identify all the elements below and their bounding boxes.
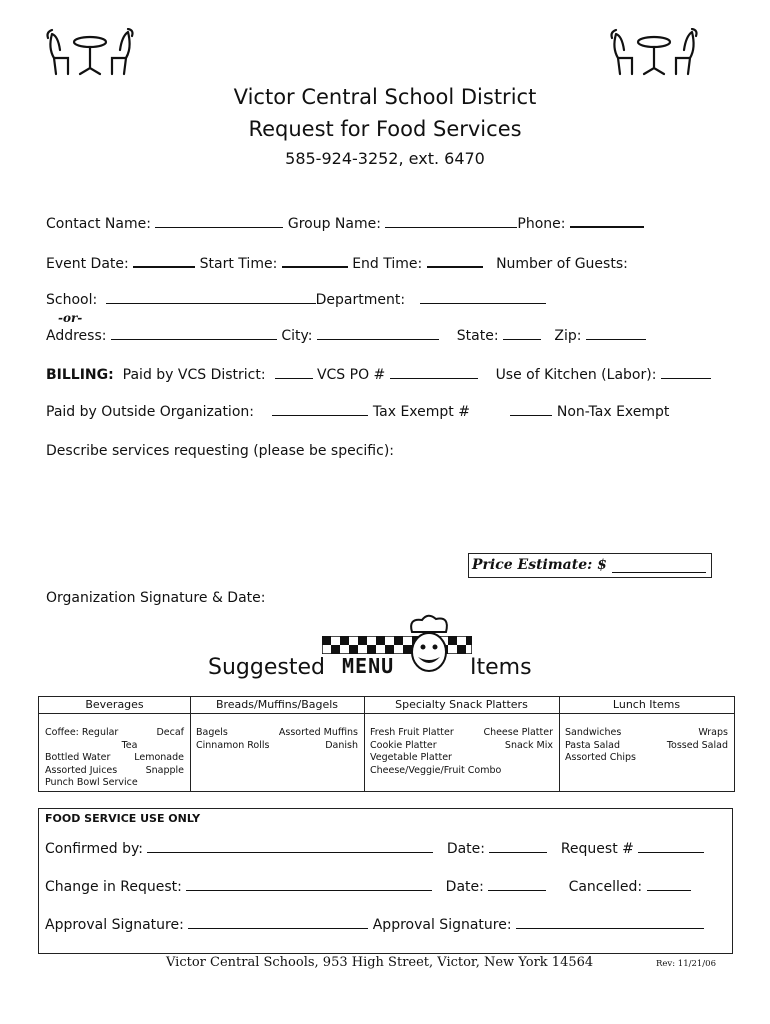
cafe-table-icon-right xyxy=(608,28,700,78)
school-field[interactable] xyxy=(106,292,316,304)
menu-col-header: Specialty Snack Platters xyxy=(364,697,559,714)
end-time-label: End Time: xyxy=(352,256,423,272)
state-label: State: xyxy=(456,328,499,344)
vcs-po-label: VCS PO # xyxy=(316,367,386,383)
confirmed-row xyxy=(45,841,704,857)
date-field[interactable] xyxy=(489,841,547,853)
group-name-label: Group Name: xyxy=(287,216,381,232)
menu-item: Lemonade xyxy=(134,752,184,763)
address-label: Address: xyxy=(46,328,107,344)
menu-title-suggested: Suggested xyxy=(208,655,325,680)
chef-icon xyxy=(402,614,458,676)
menu-item: Decaf xyxy=(156,727,184,738)
paid-outside-label: Paid by Outside Organization: xyxy=(46,404,254,420)
menu-item: Punch Bowl Service xyxy=(45,777,138,788)
date2-label: Date: xyxy=(445,879,484,895)
group-name-field[interactable] xyxy=(385,216,517,228)
outside-row xyxy=(46,404,669,420)
menu-item: Assorted Chips xyxy=(565,752,637,763)
kitchen-label: Use of Kitchen (Labor): xyxy=(495,367,657,383)
footer-revision: Rev: 11/21/06 xyxy=(656,959,716,969)
menu-item: Assorted Juices xyxy=(45,764,118,776)
menu-item: Danish xyxy=(325,739,358,751)
title-request: Request for Food Services xyxy=(248,117,522,141)
menu-item: Snapple xyxy=(145,764,184,776)
price-estimate-field[interactable] xyxy=(612,572,706,573)
menu-item: Cinnamon Rolls xyxy=(196,739,270,751)
date2-field[interactable] xyxy=(488,879,546,891)
lunch-list xyxy=(565,727,728,765)
confirmed-field[interactable] xyxy=(147,841,433,853)
contact-name-field[interactable] xyxy=(155,216,283,228)
cancelled-field[interactable] xyxy=(647,879,691,891)
menu-col-header: Lunch Items xyxy=(559,697,734,714)
title-phone: 585-924-3252, ext. 6470 xyxy=(285,149,485,168)
menu-item: Pasta Salad xyxy=(565,739,620,751)
price-estimate-box[interactable] xyxy=(468,553,712,578)
contact-row xyxy=(46,215,644,232)
paid-district-label: Paid by VCS District: xyxy=(122,367,266,383)
footer-address: Victor Central Schools, 953 High Street, Victor, New York 14564 xyxy=(166,955,594,970)
menu-col-header: Beverages xyxy=(39,697,190,714)
title-district: Victor Central School District xyxy=(233,85,537,109)
event-row xyxy=(46,255,628,272)
tax-exempt-field[interactable] xyxy=(510,404,552,416)
approval1-field[interactable] xyxy=(188,917,368,929)
event-date-field[interactable] xyxy=(133,255,195,268)
change-label: Change in Request: xyxy=(45,879,182,895)
city-label: City: xyxy=(281,328,313,344)
billing-label: BILLING: xyxy=(46,367,114,383)
school-label: School: xyxy=(46,292,98,308)
menu-item: Cheese Platter xyxy=(483,727,553,738)
menu-col-breads xyxy=(190,697,365,791)
state-field[interactable] xyxy=(503,328,541,340)
change-row xyxy=(45,879,691,895)
menu-item: Fresh Fruit Platter xyxy=(370,727,454,738)
event-date-label: Event Date: xyxy=(46,256,129,272)
date-label: Date: xyxy=(446,841,485,857)
address-field[interactable] xyxy=(111,328,277,340)
approval2-field[interactable] xyxy=(516,917,704,929)
approval-row xyxy=(45,917,704,933)
start-time-field[interactable] xyxy=(282,255,348,268)
paid-district-field[interactable] xyxy=(275,367,313,379)
tax-exempt-label: Tax Exempt # xyxy=(372,404,470,420)
price-estimate-label: Price Estimate: $ xyxy=(472,557,607,573)
department-field[interactable] xyxy=(420,292,546,304)
kitchen-field[interactable] xyxy=(661,367,711,379)
menu-item: Sandwiches xyxy=(565,727,622,738)
vcs-po-field[interactable] xyxy=(390,367,478,379)
menu-col-header: Breads/Muffins/Bagels xyxy=(190,697,364,714)
menu-item: Bagels xyxy=(196,727,228,738)
menu-item: Cheese/Veggie/Fruit Combo xyxy=(370,764,502,776)
paid-outside-field[interactable] xyxy=(272,404,368,416)
school-row xyxy=(46,292,546,308)
food-service-use-box xyxy=(38,808,733,954)
menu-item: Tossed Salad xyxy=(666,739,728,751)
confirmed-label: Confirmed by: xyxy=(45,841,143,857)
billing-row xyxy=(46,367,711,383)
menu-logo-text: MENU xyxy=(342,654,395,678)
non-tax-label: Non-Tax Exempt xyxy=(556,404,670,420)
phone-label: Phone: xyxy=(517,216,566,232)
menu-table xyxy=(38,696,735,792)
menu-col-beverages xyxy=(39,697,191,791)
menu-item: Vegetable Platter xyxy=(370,752,452,763)
cafe-table-icon-left xyxy=(44,28,136,78)
approval2-label: Approval Signature: xyxy=(372,917,512,933)
menu-item: Wraps xyxy=(698,727,728,738)
menu-title-items: Items xyxy=(470,655,532,680)
breads-list xyxy=(196,727,358,752)
city-field[interactable] xyxy=(317,328,439,340)
or-label: -or- xyxy=(58,311,83,325)
approval1-label: Approval Signature: xyxy=(45,917,184,933)
describe-label: Describe services requesting (please be specific): xyxy=(46,443,395,459)
org-signature-label: Organization Signature & Date: xyxy=(46,590,266,606)
menu-item: Cookie Platter xyxy=(370,739,437,751)
menu-col-platters xyxy=(364,697,560,791)
platters-list xyxy=(370,727,553,777)
start-time-label: Start Time: xyxy=(199,256,278,272)
address-row xyxy=(46,328,646,344)
menu-item: Assorted Muffins xyxy=(278,727,358,738)
menu-item: Coffee: Regular xyxy=(45,727,119,738)
end-time-field[interactable] xyxy=(427,255,483,268)
menu-item: Snack Mix xyxy=(504,739,553,751)
menu-item: Bottled Water xyxy=(45,752,111,763)
zip-label: Zip: xyxy=(554,328,582,344)
menu-col-lunch xyxy=(559,697,734,791)
department-label: Department: xyxy=(315,292,406,308)
beverages-list xyxy=(45,727,184,790)
request-field[interactable] xyxy=(638,841,704,853)
menu-item: Tea xyxy=(121,739,138,751)
contact-name-label: Contact Name: xyxy=(46,216,151,232)
use-only-heading: FOOD SERVICE USE ONLY xyxy=(45,812,201,825)
change-field[interactable] xyxy=(186,879,432,891)
cancelled-label: Cancelled: xyxy=(568,879,643,895)
guests-label: Number of Guests: xyxy=(496,256,628,272)
phone-field[interactable] xyxy=(570,215,644,228)
zip-field[interactable] xyxy=(586,328,646,340)
request-label: Request # xyxy=(560,841,634,857)
